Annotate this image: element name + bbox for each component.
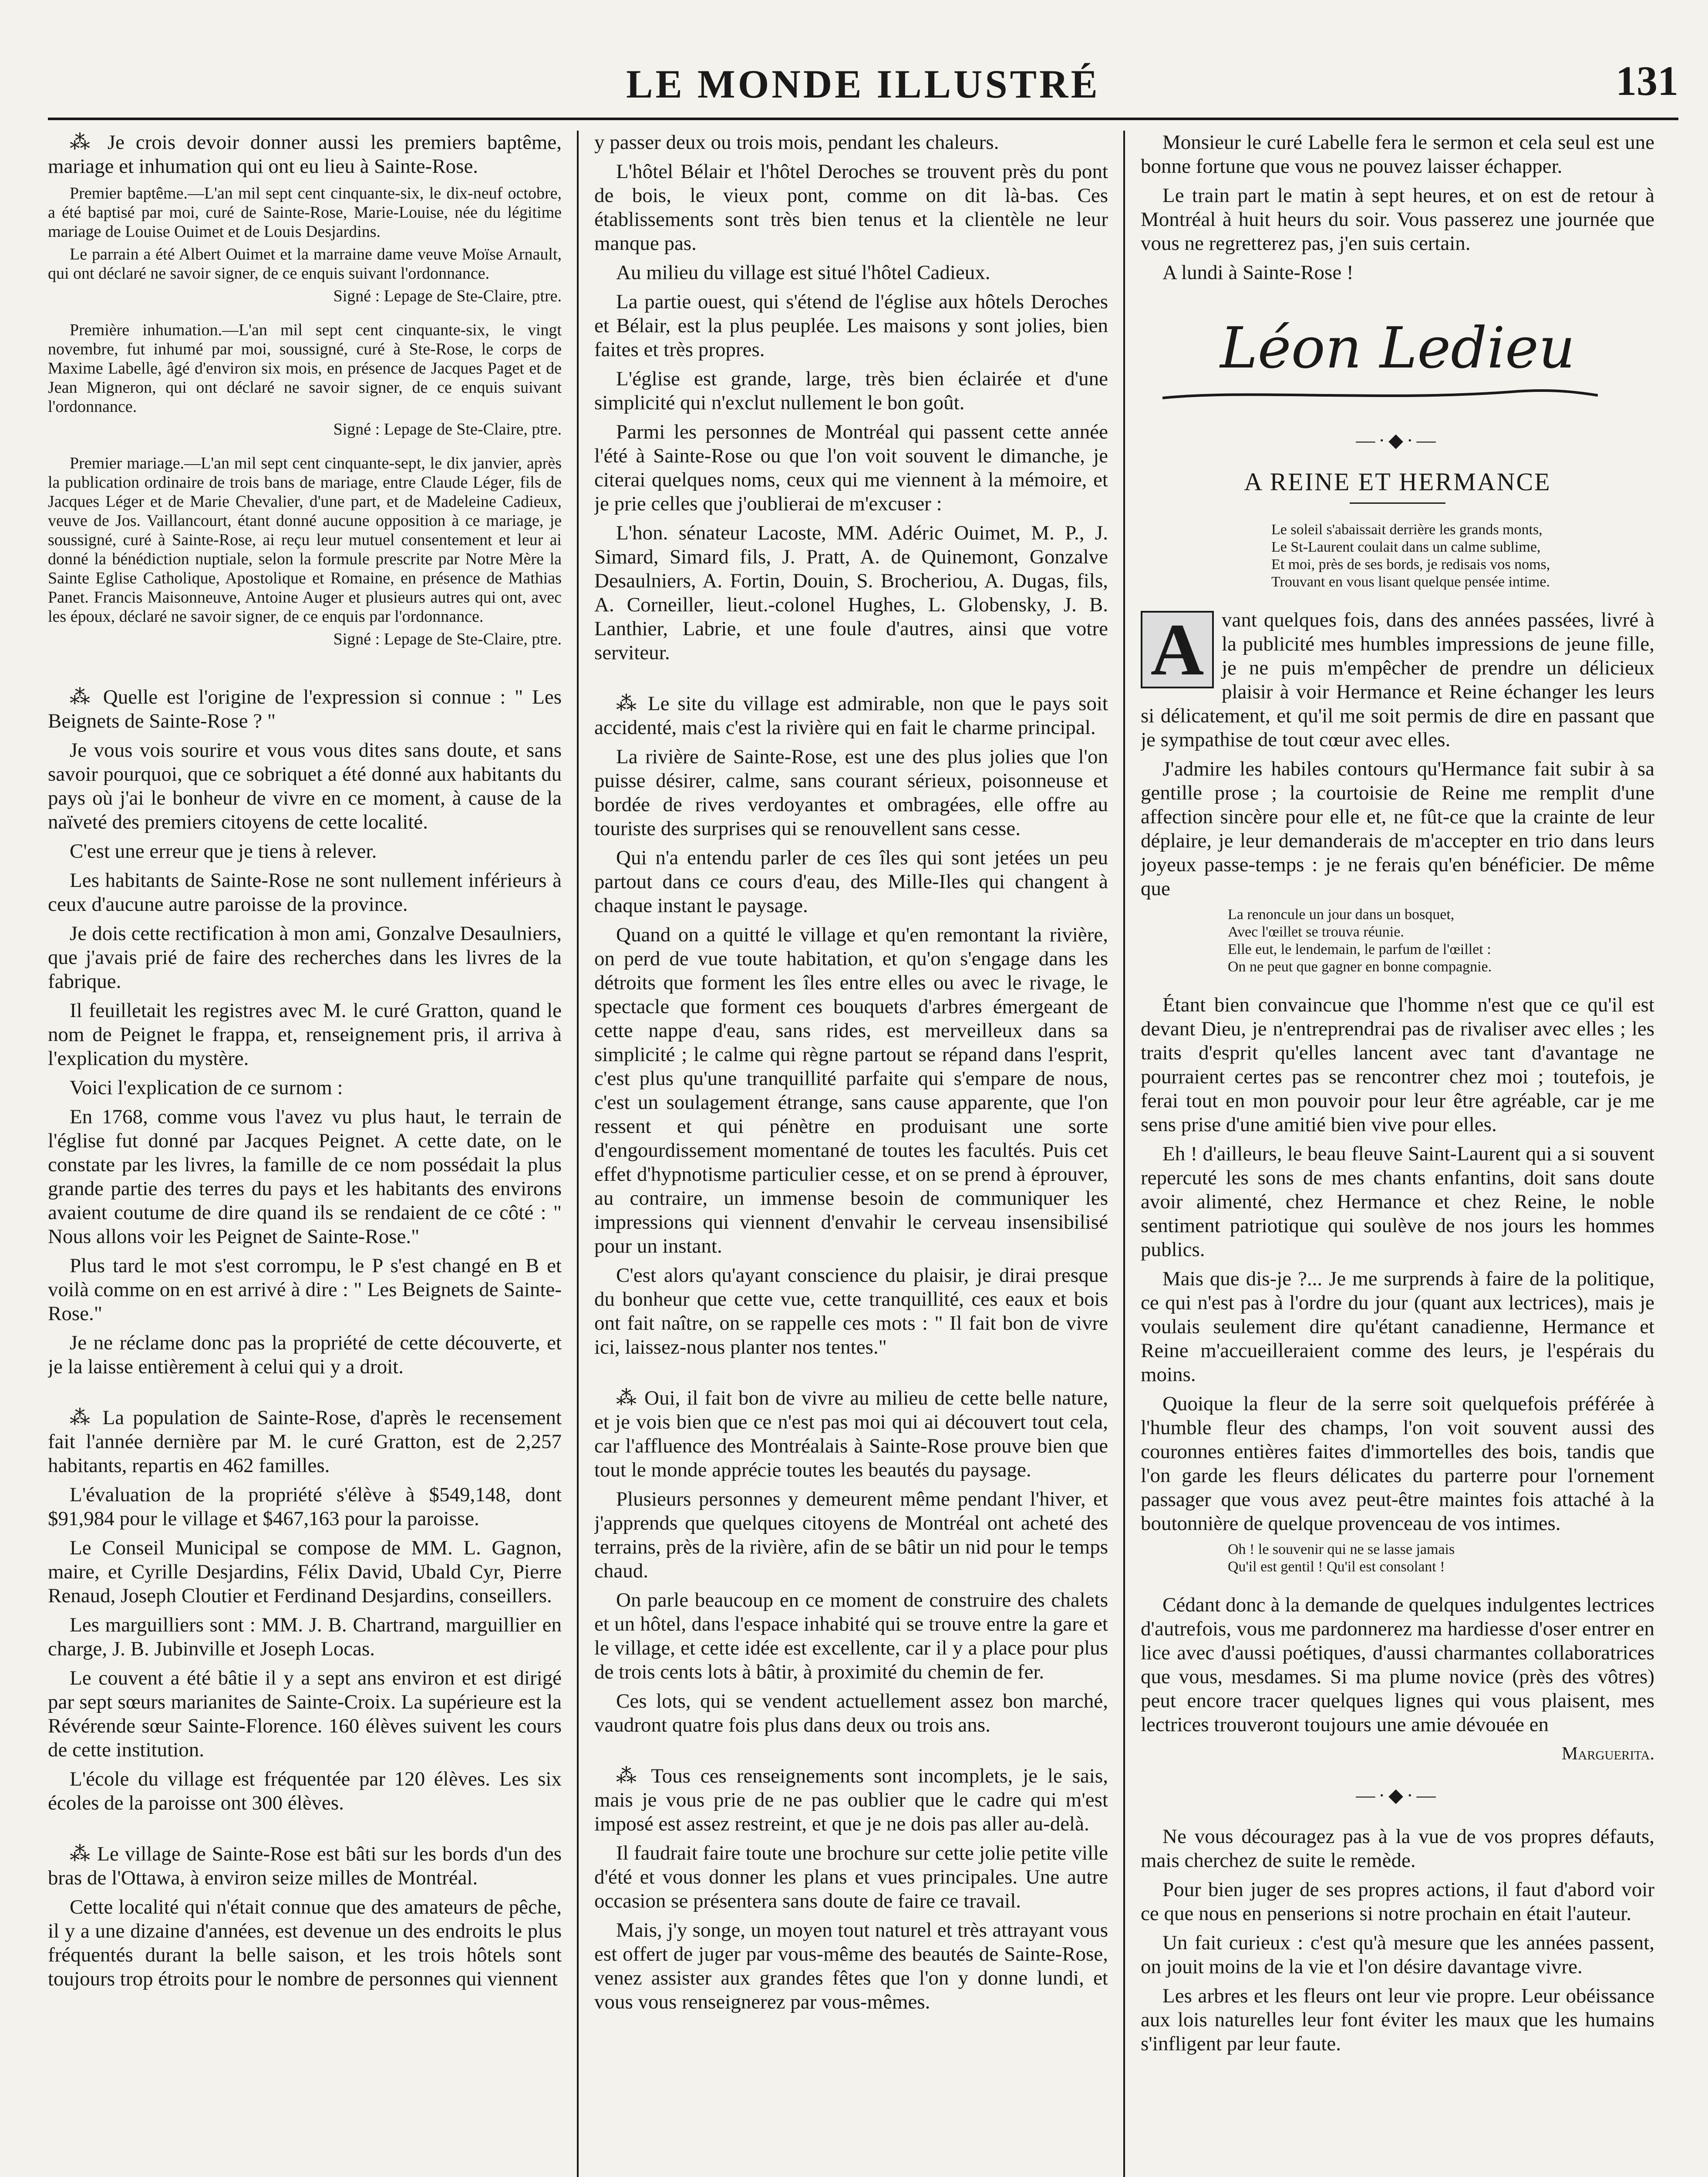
maxim: Les arbres et les fleurs ont leur vie propre. Leur obéissance aux lois naturelles leur font éviter les maux que les humains s'infligent par leur faute. bbox=[1141, 1985, 1654, 2055]
paragraph: On parle beaucoup en ce moment de construire des chalets et un hôtel, dans l'espace inhabité qui se trouve entre la gare et le village, et cette idée est excellente, car il y a place pour plus de trois cents lots à bâtir, à proximité du chemin de fer. bbox=[594, 1589, 1108, 1683]
paragraph: vant quelques fois, dans des années passées, livré à la publicité mes humbles impressions de jeune fille, je ne puis m'empêcher de prendre un délicieux plaisir à voir Hermance et Reine échanger les leurs si délicatement, et qu'il me soit permis de dire en passant que je sympathise de tout cœur avec elles. bbox=[1141, 609, 1654, 751]
paragraph: ⁂ Tous ces renseignements sont incomplets, je le sais, mais je vous prie de ne pas oublier que le cadre qui m'est imposé est assez restreint, et que je ne dois pas aller au-delà. bbox=[594, 1765, 1108, 1835]
article-author: Marguerita. bbox=[1561, 1744, 1654, 1764]
paragraph: L'évaluation de la propriété s'élève à $549,148, dont $91,984 pour le village et $467,163 pour la paroisse. bbox=[48, 1483, 562, 1530]
signature-line: Signé : Lepage de Ste-Claire, ptre. bbox=[333, 287, 562, 305]
paragraph: C'est alors qu'ayant conscience du plaisir, je dirai presque du bonheur que cette vue, cette tranquillité, ces eaux et bois ont fait naître, on se rappelle ces mots : " Il fait bon de vivre ici, laissez-nous planter nos tentes." bbox=[594, 1264, 1108, 1358]
maxim: Ne vous découragez pas à la vue de vos propres défauts, mais cherchez de suite le remède. bbox=[1141, 1825, 1654, 1872]
paragraph: Monsieur le curé Labelle fera le sermon et cela seul est une bonne fortune que vous ne pouvez laisser échapper. bbox=[1141, 131, 1654, 178]
verse-line: Avec l'œillet se trouva réunie. bbox=[1228, 924, 1404, 940]
author-signature bbox=[1158, 315, 1637, 407]
paragraph: J'admire les habiles contours qu'Hermance fait subir à sa gentille prose ; la courtoisie de Reine me remplit d'une affection sincère pour elle et, ne fût-ce que la crainte de leur déplaire, je leur demanderais de m'accepter en trio dans leurs joyeux passe-temps : je ne ferais qu'en bénéficier. De même que bbox=[1141, 758, 1654, 900]
paragraph: Le couvent a été bâtie il y a sept ans environ et est dirigé par sept sœurs marianites de Sainte-Croix. La supérieure est la Révérende sœur Sainte-Florence. 160 élèves suivent les cours de cette institution. bbox=[48, 1667, 562, 1761]
paragraph: Le Conseil Municipal se compose de MM. L. Gagnon, maire, et Cyrille Desjardins, Félix David, Ubald Cyr, Pierre Renaud, Joseph Cloutier et Ferdinand Desjardins, conseillers. bbox=[48, 1537, 562, 1607]
quoted-verse bbox=[1228, 1541, 1654, 1576]
paragraph: Quoique la fleur de la serre soit quelquefois préférée à l'humble fleur des champs, l'on voit souvent aussi des couronnes entières faites d'immortelles des bois, tandis que l'on garde les fleurs délicates du parterre pour l'ornement passager que vous avez peut-être maintes fois attaché à la boutonnière de quelque provenceau de vos intimes. bbox=[1141, 1392, 1654, 1535]
drop-cap: A bbox=[1141, 611, 1214, 688]
paragraph: Cédant donc à la demande de quelques indulgentes lectrices d'autrefois, vous me pardonnerez ma hardiesse d'oser entrer en lice avec d'aussi poétiques, d'aussi charmantes collaboratrices que vous, mesdames. Si ma plume novice (près des vôtres) peut encore tracer quelques lignes qui vous plaisent, mes lectrices trouveront toujours une amie dévouée en bbox=[1141, 1594, 1654, 1736]
paragraph: Plus tard le mot s'est corrompu, le P s'est changé en B et voilà comme on en est arrivé à dire : " Les Beignets de Sainte-Rose." bbox=[48, 1254, 562, 1325]
paragraph: A lundi à Sainte-Rose ! bbox=[1162, 261, 1354, 284]
paragraph: Étant bien convaincue que l'homme n'est que ce qu'il est devant Dieu, je n'entreprendrai pas de rivaliser avec elles ; les traits d'esprit qu'elles lancent avec tant d'avantage ne pourraient certes pas se rencontrer chez moi ; toutefois, je ferai tout en mon pouvoir pour leur être agréable, car je me sens prise d'une amitié bien vive pour elles. bbox=[1141, 994, 1654, 1136]
paragraph: Cette localité qui n'était connue que des amateurs de pêche, il y a une dizaine d'années, est devenue un des endroits le plus fréquentés durant la belle saison, et les trois hôtels sont toujours trop étroits pour le nombre de personnes qui viennent bbox=[48, 1896, 562, 1990]
paragraph: Eh ! d'ailleurs, le beau fleuve Saint-Laurent qui a si souvent repercuté les sons de mes chants enfantins, doit sans doute avoir alimenté, chez Hermance et chez Reine, le noble sentiment patriotique qui soulève de nos jours les hommes publics. bbox=[1141, 1142, 1654, 1261]
newspaper-title: LE MONDE ILLUSTRÉ bbox=[626, 62, 1100, 106]
heading-rule bbox=[1350, 502, 1445, 504]
paragraph: Qui n'a entendu parler de ces îles qui sont jetées un peu partout dans ce cours d'eau, des Mille-Iles qui changent à chaque instant le paysage. bbox=[594, 846, 1108, 917]
paragraph: Mais, j'y songe, un moyen tout naturel et très attrayant vous est offert de juger par vous-même des beautés de Sainte-Rose, venez assister aux grandes fêtes que l'on y donne lundi, et vous vous renseignerez par vous-mêmes. bbox=[594, 1919, 1108, 2013]
newspaper-page bbox=[48, 52, 1678, 2177]
paragraph: Quand on a quitté le village et qu'en remontant la rivière, on perd de vue toute habitation, et qu'on s'engage dans les détroits que forment les îles entre elles ou avec le rivage, le spectacle que forment ces bouquets d'arbres émergeant de cette nappe d'eau, sans rides, est merveilleux dans sa simplicité ; le calme qui règne partout se répand dans l'esprit, c'est plus qu'une tranquillité parfaite qui s'empare de nous, c'est un soulagement étrange, sans cause apparente, que l'on ressent et qui pénètre en produisant une sorte d'engourdissement momentané de toutes les facultés. Puis cet effet d'hypnotisme particulier cesse, et on se prend à éprouver, au contraire, un immense besoin de communiquer les impressions qui viennent d'envahir le cerveau insensibilisé pour un instant. bbox=[594, 923, 1108, 1257]
verse-line: Oh ! le souvenir qui ne se lasse jamais bbox=[1228, 1541, 1455, 1557]
column-divider bbox=[1123, 131, 1125, 2177]
article-heading: A REINE ET HERMANCE bbox=[1244, 468, 1551, 496]
verse-line: Le soleil s'abaissait derrière les grands monts, bbox=[1271, 522, 1543, 538]
paragraph: Au milieu du village est situé l'hôtel Cadieux. bbox=[616, 261, 990, 284]
page-header bbox=[48, 52, 1678, 120]
paragraph: La partie ouest, qui s'étend de l'église aux hôtels Deroches et Bélair, est la plus peuplée. Les maisons y sont jolies, bien faites et très propres. bbox=[594, 290, 1108, 361]
paragraph: Les marguilliers sont : MM. J. B. Chartrand, marguillier en charge, J. B. Jubinville et Joseph Locas. bbox=[48, 1614, 562, 1660]
paragraph: ⁂ Oui, il fait bon de vivre au milieu de cette belle nature, et je vois bien que ce n'est pas moi qui ai découvert tout cela, car l'affluence des Montréalais à Sainte-Rose prouve bien que tout le monde apprécie toutes les beautés du paysage. bbox=[594, 1387, 1108, 1481]
record-baptism: Premier baptême.—L'an mil sept cent cinquante-six, le dix-neuf octobre, a été baptisé par moi, curé de Sainte-Rose, Marie-Louise, née du légitime mariage de Louise Ouimet et de Louis Desjardins. bbox=[48, 184, 562, 241]
verse-line: On ne peut que gagner en bonne compagnie. bbox=[1228, 959, 1492, 975]
quoted-verse bbox=[1228, 906, 1654, 976]
signature-line: Signé : Lepage de Ste-Claire, ptre. bbox=[333, 630, 562, 648]
verse-line: La renoncule un jour dans un bosquet, bbox=[1228, 907, 1455, 923]
paragraph: Je vous vois sourire et vous vous dites sans doute, et sans savoir pourquoi, que ce sobriquet a été donné aux habitants du pays où j'ai le bonheur de vivre en ce moment, à cause de la naïveté des premiers citoyens de cette localité. bbox=[48, 739, 562, 833]
paragraph: ⁂ La population de Sainte-Rose, d'après le recensement fait l'année dernière par M. le curé Gratton, est de 2,257 habitants, repartis en 462 familles. bbox=[48, 1406, 562, 1477]
signature-flourish-icon bbox=[1162, 385, 1598, 402]
column-divider bbox=[577, 131, 579, 2177]
column-2 bbox=[594, 131, 1108, 2177]
paragraph: ⁂ Le site du village est admirable, non que le pays soit accidenté, mais c'est la rivière qui en fait le charme principal. bbox=[594, 692, 1108, 739]
paragraph: Le parrain a été Albert Ouimet et la marraine dame veuve Moïse Arnault, qui ont déclaré ne savoir signer, de ce enquis suivant l'ordonnance. bbox=[48, 245, 562, 283]
verse-line: Qu'il est gentil ! Qu'il est consolant ! bbox=[1228, 1559, 1445, 1575]
paragraph: En 1768, comme vous l'avez vu plus haut, le terrain de l'église fut donné par Jacques Peignet. A cette date, on le constate par les livres, la famille de ce nom possédait la plus grande partie des terres du pays et les habitants des environs avaient coutume de dire quand ils se rendaient de ce côté : " Nous allons voir les Peignet de Sainte-Rose." bbox=[48, 1105, 562, 1248]
paragraph: y passer deux ou trois mois, pendant les chaleurs. bbox=[594, 131, 999, 154]
column-3 bbox=[1141, 131, 1654, 2177]
paragraph: Plusieurs personnes y demeurent même pendant l'hiver, et j'apprends que quelques citoyens de Montréal ont acheté des terrains, près de la rivière, afin de se bâtir un nid pour le temps chaud. bbox=[594, 1488, 1108, 1582]
signature-line: Signé : Lepage de Ste-Claire, ptre. bbox=[333, 420, 562, 438]
paragraph: L'église est grande, large, très bien éclairée et d'une simplicité qui n'exclut nullement le bon goût. bbox=[594, 367, 1108, 414]
column-1 bbox=[48, 131, 562, 2177]
paragraph: ⁂ Quelle est l'origine de l'expression si connue : " Les Beignets de Sainte-Rose ? " bbox=[48, 686, 562, 732]
record-burial: Première inhumation.—L'an mil sept cent cinquante-six, le vingt novembre, fut inhumé par moi, soussigné, curé à Ste-Rose, le corps de Maxime Labelle, âgé d'environ six mois, en présence de Jacques Paget et de Jean Migneron, qui ont déclaré ne savoir signer, de ce enquis suivant l'ordonnance. bbox=[48, 321, 562, 416]
paragraph: L'hôtel Bélair et l'hôtel Deroches se trouvent près du pont de bois, le vieux pont, comme on dit là-bas. Ces établissements sont très bien tenus et la clientèle ne leur manque pas. bbox=[594, 160, 1108, 255]
verse-line: Trouvant en vous lisant quelque pensée intime. bbox=[1271, 574, 1550, 590]
maxim: Pour bien juger de ses propres actions, il faut d'abord voir ce que nous en penserions si notre prochain en était l'auteur. bbox=[1141, 1878, 1654, 1925]
maxim: Un fait curieux : c'est qu'à mesure que les années passent, on jouit moins de la vie et l'on désire davantage vivre. bbox=[1141, 1931, 1654, 1978]
paragraph: Les habitants de Sainte-Rose ne sont nullement inférieurs à ceux d'aucune autre paroisse de la province. bbox=[48, 869, 562, 916]
paragraph: Il feuilletait les registres avec M. le curé Gratton, quand le nom de Peignet le frappa, et, renseignement pris, il arriva à l'explication du mystère. bbox=[48, 999, 562, 1070]
verse-line: Elle eut, le lendemain, le parfum de l'œillet : bbox=[1228, 941, 1491, 957]
paragraph: Il faudrait faire toute une brochure sur cette jolie petite ville d'été et vous donner les plans et vues principales. Une autre occasion se présentera sans doute de faire ce travail. bbox=[594, 1842, 1108, 1912]
paragraph: L'hon. sénateur Lacoste, MM. Adéric Ouimet, M. P., J. Simard, Simard fils, J. Pratt, A. de Quinemont, Gonzalve Desaulniers, A. Fortin, Douin, S. Brocheriou, A. Dugas, fils, A. Corneiller, lieut.-colonel Hughes, L. Globensky, J. B. Lanthier, Labrie, et une foule d'autres, ainsi que votre serviteur. bbox=[594, 522, 1108, 664]
ornament-divider: —·◆·— bbox=[1356, 1785, 1439, 1806]
paragraph: Voici l'explication de ce surnom : bbox=[70, 1076, 343, 1099]
paragraph: Mais que dis-je ?... Je me surprends à faire de la politique, ce qui n'est pas à l'ordre du jour (quant aux lectrices), mais je voulais seulement dire qu'étant canadienne, Hermance et Reine m'accueilleraient comme des leurs, je l'espérais du moins. bbox=[1141, 1267, 1654, 1386]
signature-text: Léon Ledieu bbox=[1220, 315, 1575, 381]
paragraph: Je ne réclame donc pas la propriété de cette découverte, et je la laisse entièrement à celui qui y a droit. bbox=[48, 1331, 562, 1378]
verse-line: Et moi, près de ses bords, je redisais vos noms, bbox=[1271, 556, 1550, 573]
paragraph: ⁂ Je crois devoir donner aussi les premiers baptême, mariage et inhumation qui ont eu lieu à Sainte-Rose. bbox=[48, 131, 562, 178]
epigraph-verse bbox=[1271, 521, 1654, 591]
paragraph: Le train part le matin à sept heures, et on est de retour à Montréal à huit heurs du soir. Vous passerez une journée que vous ne regretterez pas, j'en suis certain. bbox=[1141, 184, 1654, 255]
verse-line: Le St-Laurent coulait dans un calme sublime, bbox=[1271, 539, 1541, 555]
record-marriage: Premier mariage.—L'an mil sept cent cinquante-sept, le dix janvier, après la publication ordinaire de trois bans de mariage, entre Claude Léger, fils de Jacques Léger et de Marie Chevalier, d'une part, et de Madeleine Cadieux, veuve de Jos. Vaillancourt, étant donné aucune opposition à ce mariage, je soussigné, curé à Sainte-Rose, ai reçu leur mutuel consentement et leur ai donné la bénédiction nuptiale, selon la formule prescrite par Notre Mère la Sainte Eglise Catholique, Apostolique et Romaine, en présence de Mathias Panet. Francis Maisonneuve, Antoine Auger et plusieurs autres qui ont, avec les époux, déclaré ne savoir signer, de ce enquis par l'ordonnance. bbox=[48, 454, 562, 626]
paragraph: La rivière de Sainte-Rose, est une des plus jolies que l'on puisse désirer, calme, sans courant sérieux, poisonneuse et bordée de rives verdoyantes et ombragées, elle offre au touriste des surprises qui se renouvellent sans cesse. bbox=[594, 745, 1108, 840]
paragraph: Ces lots, qui se vendent actuellement assez bon marché, vaudront quatre fois plus dans deux ou trois ans. bbox=[594, 1690, 1108, 1736]
paragraph: Parmi les personnes de Montréal qui passent cette année l'été à Sainte-Rose ou que l'on voit souvent le dimanche, je citerai quelques noms, ceux qui me viennent à la mémoire, et je prie celles que j'oublierai de m'excuser : bbox=[594, 421, 1108, 515]
ornament-divider: —·◆·— bbox=[1356, 430, 1439, 451]
page-number: 131 bbox=[1616, 57, 1678, 104]
paragraph: C'est une erreur que je tiens à relever. bbox=[70, 840, 377, 863]
paragraph: Je dois cette rectification à mon ami, Gonzalve Desaulniers, que j'avais prié de faire des recherches dans les livres de la fabrique. bbox=[48, 922, 562, 993]
paragraph: ⁂ Le village de Sainte-Rose est bâti sur les bords d'un des bras de l'Ottawa, à environ seize milles de Montréal. bbox=[48, 1843, 562, 1889]
paragraph: L'école du village est fréquentée par 120 élèves. Les six écoles de la paroisse ont 300 élèves. bbox=[48, 1768, 562, 1814]
